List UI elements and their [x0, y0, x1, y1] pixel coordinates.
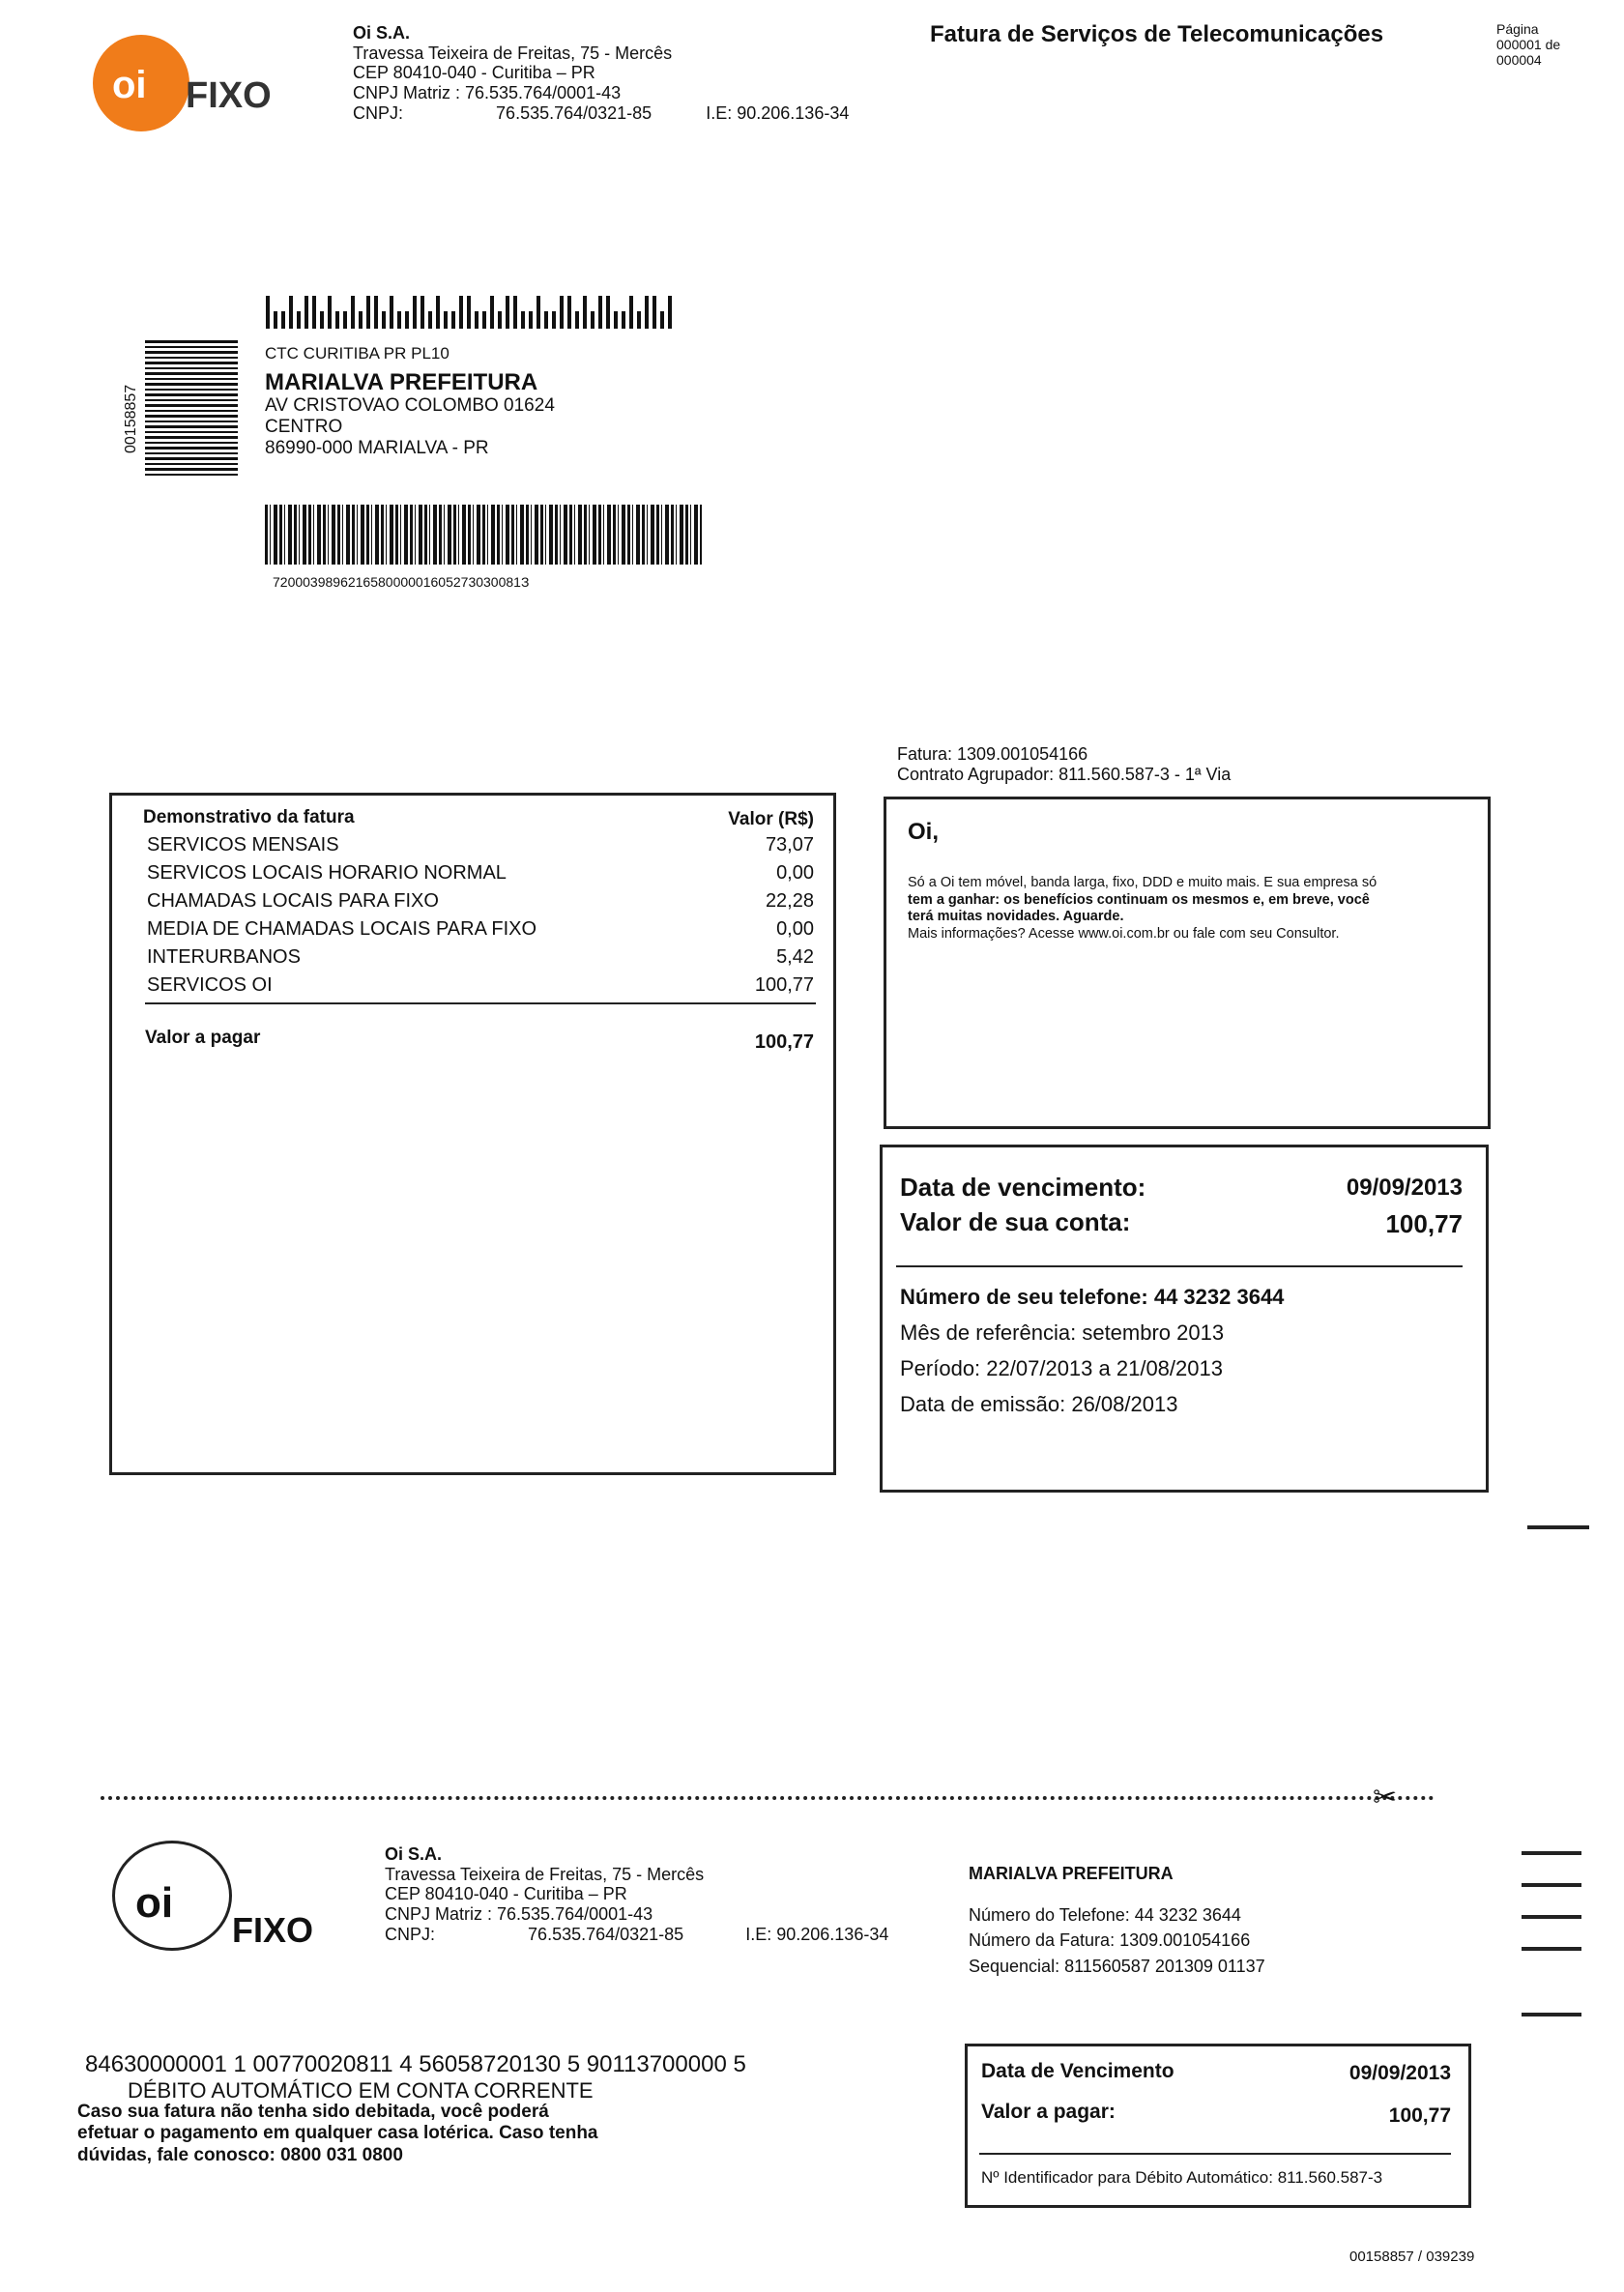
edge-mark: [1522, 1915, 1581, 1919]
company-cnpj-value: 76.535.764/0321-85: [496, 102, 652, 123]
recipient-city: 86990-000 MARIALVA - PR: [265, 437, 489, 458]
postal-bar: [390, 296, 393, 329]
note-line-1: Caso sua fatura não tenha sido debitada, você poderá: [77, 2102, 549, 2122]
message-body: [908, 875, 1377, 943]
edge-mark: [1527, 1525, 1589, 1529]
postal-bar: [304, 296, 308, 329]
statement-item-label: SERVICOS LOCAIS HORARIO NORMAL: [147, 862, 507, 884]
page-total: 000004: [1496, 52, 1542, 69]
postal-bar: [591, 311, 594, 329]
postal-bar: [544, 311, 548, 329]
statement-item-value: 73,07: [765, 834, 814, 856]
stub-customer: MARIALVA PREFEITURA: [969, 1864, 1174, 1883]
page-number: 000001 de: [1496, 37, 1561, 53]
stub-cnpj-label: CNPJ:: [385, 1924, 436, 1944]
company-block-stub: [385, 1844, 888, 1944]
postal-bar: [328, 296, 332, 329]
invoice-title: Fatura de Serviços de Telecomunicações: [930, 21, 1384, 47]
statement-row: [112, 834, 833, 863]
due-value: 09/09/2013: [1346, 1175, 1463, 1201]
stub-customer-block: [969, 1864, 1265, 1977]
month-value: setembro 2013: [1082, 1320, 1225, 1345]
postal-bar: [475, 311, 478, 329]
stub-due-label: Data de Vencimento: [981, 2060, 1174, 2082]
note-line-3: dúvidas, fale conosco: 0800 031 0800: [77, 2144, 403, 2165]
statement-item-label: CHAMADAS LOCAIS PARA FIXO: [147, 890, 439, 912]
amount-label: Valor de sua conta:: [900, 1207, 1131, 1236]
message-line-1: Só a Oi tem móvel, banda larga, fixo, DDD e muito mais. E sua empresa só: [908, 875, 1378, 890]
postal-bar: [374, 296, 378, 329]
payment-box: [965, 2044, 1471, 2208]
postal-bar: [513, 296, 517, 329]
stub-company-name: Oi S.A.: [385, 1844, 443, 1864]
oi-logo-text-stub: oi: [135, 1879, 174, 1927]
postal-bar: [444, 311, 448, 329]
postal-barcode: [266, 296, 676, 329]
postal-bar: [575, 311, 579, 329]
scissors-icon: ✂: [1373, 1782, 1398, 1813]
statement-row: [112, 918, 833, 947]
postal-bar: [320, 311, 324, 329]
company-block-top: [353, 23, 849, 123]
statement-item-value: 5,42: [776, 946, 814, 968]
postal-bar: [351, 296, 355, 329]
contrato-number: Contrato Agrupador: 811.560.587-3 - 1ª Via: [897, 764, 1232, 784]
postal-bar: [312, 296, 316, 329]
postal-bar: [560, 296, 564, 329]
recipient-street: AV CRISTOVAO COLOMBO 01624: [265, 395, 555, 417]
due-label: Data de vencimento:: [900, 1173, 1146, 1202]
page-label: Página: [1496, 21, 1539, 37]
statement-row: [112, 974, 833, 1003]
recipient-name: MARIALVA PREFEITURA: [265, 368, 538, 395]
postal-bar: [420, 296, 424, 329]
statement-item-value: 0,00: [776, 918, 814, 940]
postal-bar: [622, 311, 625, 329]
postal-bar: [428, 311, 432, 329]
postal-bar: [637, 311, 641, 329]
footer-code: 00158857 / 039239: [1349, 2248, 1475, 2265]
statement-row: [112, 946, 833, 975]
postal-bar: [413, 296, 417, 329]
phone-value: 44 3232 3644: [1153, 1285, 1285, 1309]
main-barcode: [265, 505, 702, 565]
postal-bar: [598, 296, 602, 329]
postal-bar: [366, 296, 370, 329]
company-cnpj-matriz: CNPJ Matriz : 76.535.764/0001-43: [353, 83, 622, 103]
statement-box: [109, 793, 836, 1475]
value-header: Valor (R$): [728, 809, 814, 829]
cut-line: [101, 1796, 1435, 1800]
postal-bar: [490, 296, 494, 329]
digitable-line: 84630000001 1 00770020811 4 56058720130 5 90113700000 5: [85, 2051, 746, 2077]
recipient-district: CENTRO: [265, 416, 343, 437]
month-label: Mês de referência:: [900, 1320, 1077, 1345]
postal-bar: [606, 296, 610, 329]
summary-divider: [896, 1265, 1463, 1267]
postal-bar: [583, 296, 587, 329]
payment-divider: [979, 2153, 1451, 2155]
postal-bar: [567, 296, 571, 329]
postal-bar: [335, 311, 339, 329]
postal-bar: [467, 296, 471, 329]
postal-bar: [482, 311, 486, 329]
message-box: [884, 797, 1491, 1129]
fixo-logo-text: FIXO: [186, 75, 272, 116]
stub-sequence: Sequencial: 811560587 201309 01137: [969, 1957, 1265, 1977]
statement-item-label: MEDIA DE CHAMADAS LOCAIS PARA FIXO: [147, 918, 537, 940]
postal-bar: [614, 311, 618, 329]
postal-bar: [297, 311, 301, 329]
statement-item-label: INTERURBANOS: [147, 946, 301, 968]
edge-mark: [1522, 1851, 1581, 1855]
autodebit-title: DÉBITO AUTOMÁTICO EM CONTA CORRENTE: [128, 2078, 594, 2103]
message-greeting: Oi,: [908, 819, 940, 845]
oi-logo-text: oi: [112, 64, 147, 106]
summary-box: [880, 1145, 1489, 1493]
stub-invoice: Número da Fatura: 1309.001054166: [969, 1930, 1251, 1951]
postal-bar: [451, 311, 455, 329]
statement-row: [112, 890, 833, 919]
company-cep: CEP 80410-040 - Curitiba – PR: [353, 63, 595, 83]
edge-mark: [1522, 1947, 1581, 1951]
side-code: 00158857: [123, 384, 139, 453]
page-indicator: [1496, 21, 1560, 68]
postal-bar: [274, 311, 277, 329]
postal-bar: [506, 296, 509, 329]
postal-bar: [498, 311, 502, 329]
fixo-logo-text-stub: FIXO: [232, 1910, 314, 1950]
postal-bar: [281, 311, 285, 329]
postal-bar: [529, 311, 533, 329]
issue-label: Data de emissão:: [900, 1392, 1066, 1416]
stub-due-value: 09/09/2013: [1348, 2062, 1451, 2084]
total-divider: [145, 1002, 816, 1004]
total-label: Valor a pagar: [145, 1028, 261, 1048]
postal-bar: [289, 296, 293, 329]
postal-bar: [359, 311, 362, 329]
postal-bar: [668, 296, 672, 329]
summary-details: [900, 1279, 1284, 1422]
postal-bar: [459, 296, 463, 329]
statement-item-label: SERVICOS MENSAIS: [147, 834, 339, 856]
issue-value: 26/08/2013: [1071, 1392, 1178, 1416]
stub-pay-value: 100,77: [1388, 2104, 1451, 2127]
company-address: Travessa Teixeira de Freitas, 75 - Mercês: [353, 43, 673, 63]
postal-bar: [521, 311, 525, 329]
stub-ie: I.E: 90.206.136-34: [745, 1924, 889, 1944]
postal-bar: [660, 311, 664, 329]
fatura-number: Fatura: 1309.001054166: [897, 744, 1088, 764]
statement-title: Demonstrativo da fatura: [143, 807, 355, 827]
postal-bar: [343, 311, 347, 329]
postal-bar: [266, 296, 270, 329]
total-value: 100,77: [754, 1031, 814, 1053]
stub-cnpj-value: 76.535.764/0321-85: [528, 1924, 684, 1944]
barcode-number: 720003989621658000001605273030081З: [273, 574, 530, 590]
postal-bar: [405, 311, 409, 329]
postal-bar: [552, 311, 556, 329]
stub-phone: Número do Telefone: 44 3232 3644: [969, 1904, 1241, 1925]
company-cnpj-label: CNPJ:: [353, 102, 404, 123]
side-barcode: [145, 340, 238, 478]
period-label: Período:: [900, 1356, 981, 1380]
statement-item-value: 100,77: [754, 974, 814, 996]
autodebit-note: [77, 2102, 598, 2166]
postal-bar: [436, 296, 440, 329]
postal-bar: [382, 311, 386, 329]
stub-cnpj-matriz: CNPJ Matriz : 76.535.764/0001-43: [385, 1904, 653, 1925]
statement-item-value: 22,28: [765, 890, 814, 912]
message-line-2: tem a ganhar: os benefícios continuam os mesmos e, em breve, você: [908, 891, 1370, 908]
stub-company-address: Travessa Teixeira de Freitas, 75 - Mercês: [385, 1864, 705, 1884]
route-code: CTC CURITIBA PR PL10: [265, 344, 450, 363]
company-ie: I.E: 90.206.136-34: [706, 102, 850, 123]
stub-company-cep: CEP 80410-040 - Curitiba – PR: [385, 1884, 627, 1904]
stub-pay-label: Valor a pagar:: [981, 2101, 1116, 2123]
statement-row: [112, 862, 833, 891]
autodebit-id: Nº Identificador para Débito Automático: 811.560.587-3: [981, 2168, 1383, 2187]
statement-item-label: SERVICOS OI: [147, 974, 273, 996]
note-line-2: efetuar o pagamento em qualquer casa lotérica. Caso tenha: [77, 2123, 598, 2144]
company-name: Oi S.A.: [353, 23, 411, 43]
message-line-4: Mais informações? Acesse www.oi.com.br ou fale com seu Consultor.: [908, 926, 1340, 943]
postal-bar: [645, 296, 649, 329]
edge-mark: [1522, 1883, 1581, 1887]
postal-bar: [536, 296, 540, 329]
postal-bar: [397, 311, 401, 329]
invoice-reference: [897, 744, 1231, 784]
period-value: 22/07/2013 a 21/08/2013: [986, 1356, 1223, 1380]
message-line-3: terá muitas novidades. Aguarde.: [908, 909, 1124, 925]
edge-mark: [1522, 2013, 1581, 2016]
recipient-address: [265, 344, 555, 459]
postal-bar: [629, 296, 633, 329]
statement-item-value: 0,00: [776, 862, 814, 884]
phone-label: Número de seu telefone:: [900, 1285, 1148, 1309]
amount-value: 100,77: [1385, 1209, 1463, 1238]
postal-bar: [652, 296, 656, 329]
